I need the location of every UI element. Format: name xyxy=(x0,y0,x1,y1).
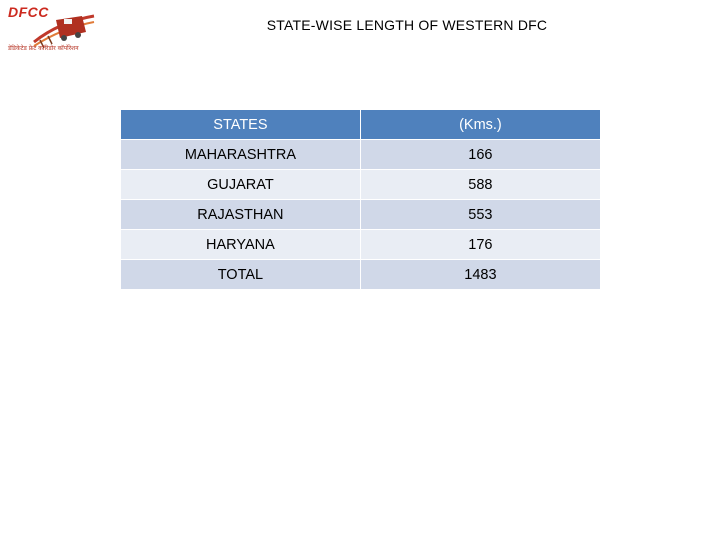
state-cell: HARYANA xyxy=(121,230,361,260)
kms-cell: 553 xyxy=(360,200,600,230)
table-row xyxy=(121,170,601,200)
kms-cell: 166 xyxy=(360,140,600,170)
header-kms: (Kms.) xyxy=(360,110,600,140)
table-row xyxy=(121,200,601,230)
kms-cell: 176 xyxy=(360,230,600,260)
state-cell: MAHARASHTRA xyxy=(121,140,361,170)
state-length-table xyxy=(120,109,601,290)
state-cell: RAJASTHAN xyxy=(121,200,361,230)
table-header-row xyxy=(121,110,601,140)
header-states: STATES xyxy=(121,110,361,140)
page-title: STATE-WISE LENGTH OF WESTERN DFC xyxy=(266,17,548,33)
state-cell: GUJARAT xyxy=(121,170,361,200)
logo-subtitle: डेडिकेटेड फ्रेट कॉरिडोर कॉर्पोरेशन xyxy=(8,45,79,52)
kms-cell: 1483 xyxy=(360,260,600,290)
table-row xyxy=(121,140,601,170)
kms-cell: 588 xyxy=(360,170,600,200)
table-row-total xyxy=(121,260,601,290)
logo-brand: DFCC xyxy=(8,4,49,20)
table-row xyxy=(121,230,601,260)
state-cell: TOTAL xyxy=(121,260,361,290)
